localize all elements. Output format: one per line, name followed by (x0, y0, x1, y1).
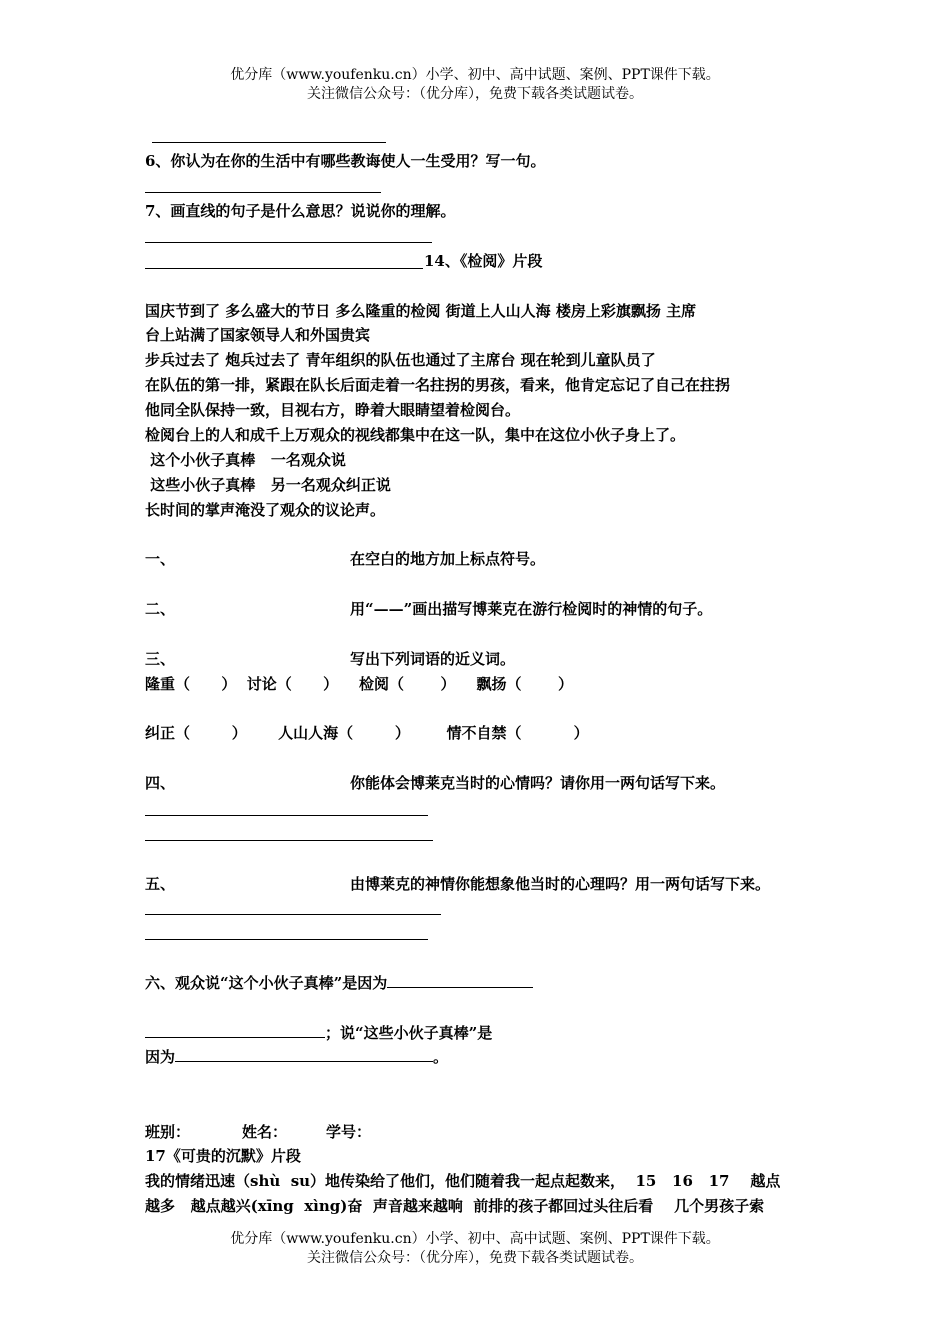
fill-blank[interactable] (145, 1023, 325, 1038)
passage-17-line: 越多 越点越兴(xīng xìng)奋 声音越来越响 前排的孩子都回过头往后看 几个男孩子索 (145, 1197, 765, 1215)
page-footer-line1: 优分库（www.youfenku.cn）小学、初中、高中试题、案例、PPT课件下载。 (230, 1231, 720, 1247)
question-7: 7、画直线的句子是什么意思？说说你的理解。 (145, 202, 456, 220)
question-6-line1 (145, 972, 533, 994)
section-17-title: 17《可贵的沉默》片段 (145, 1147, 301, 1165)
passage-line: 在队伍的第一排，紧跟在队长后面走着一名拄拐的男孩，看来，他肯定忘记了自己在拄拐 (145, 376, 731, 394)
name-label: 姓名： (242, 1123, 288, 1141)
answer-line (145, 914, 441, 915)
answer-line (145, 192, 381, 193)
question-2-text: 用“——”画出描写博莱克在游行检阅时的神情的句子。 (350, 600, 713, 618)
question-6-because: 因为 (145, 1048, 176, 1066)
page-footer-line2: 关注微信公众号：（优分库），免费下载各类试题试卷。 (307, 1250, 643, 1266)
passage-line: 国庆节到了 多么盛大的节日 多么隆重的检阅 街道上人山人海 楼房上彩旗飘扬 主席 (145, 302, 697, 320)
question-5-number: 五、 (145, 875, 176, 893)
page-header-line1: 优分库（www.youfenku.cn）小学、初中、高中试题、案例、PPT课件下载。 (230, 67, 720, 83)
passage-line: 步兵过去了 炮兵过去了 青年组织的队伍也通过了主席台 现在轮到儿童队员了 (145, 351, 656, 369)
question-3-text: 写出下列词语的近义词。 (350, 650, 516, 668)
fill-blank[interactable] (387, 973, 533, 988)
question-4-number: 四、 (145, 774, 176, 792)
question-6-prefix: 六、观众说“这个小伙子真棒”是因为 (145, 974, 388, 992)
page-header-line2: 关注微信公众号：（优分库），免费下载各类试题试卷。 (307, 86, 643, 102)
question-6-end: 。 (433, 1048, 449, 1066)
question-6-line2 (145, 1022, 492, 1044)
question-6-mid: ；说“这些小伙子真棒”是 (325, 1024, 493, 1042)
student-id-label: 学号： (326, 1123, 372, 1141)
answer-line (145, 242, 432, 243)
synonyms-row-1: 隆重（ ） 讨论（ ） 检阅（ ） 飘扬（ ） (145, 675, 573, 693)
passage-line: 长时间的掌声淹没了观众的议论声。 (145, 501, 386, 519)
question-1-number: 一、 (145, 550, 176, 568)
passage-line: 这些小伙子真棒 另一名观众纠正说 (145, 476, 391, 494)
question-6: 6、你认为在你的生活中有哪些教诲使人一生受用？写一句。 (145, 152, 546, 170)
answer-line (145, 939, 428, 940)
passage-line: 台上站满了国家领导人和外国贵宾 (145, 326, 371, 344)
question-1-text: 在空白的地方加上标点符号。 (350, 550, 546, 568)
answer-line (145, 840, 433, 841)
question-5-text: 由博莱克的神情你能想象他当时的心理吗？用一两句话写下来。 (350, 875, 771, 893)
passage-17-line: 我的情绪迅速（shù su）地传染给了他们，他们随着我一起点起数来， 15 16 17 越点 (145, 1172, 781, 1190)
synonyms-row-2: 纠正（ ） 人山人海（ ） 情不自禁（ ） (145, 724, 589, 742)
passage-line: 他同全队保持一致，目视右方，睁着大眼睛望着检阅台。 (145, 401, 521, 419)
fill-blank[interactable] (175, 1047, 433, 1062)
answer-line (145, 268, 423, 269)
passage-line: 检阅台上的人和成千上万观众的视线都集中在这一队，集中在这位小伙子身上了。 (145, 426, 686, 444)
section-14-title: 14、《检阅》片段 (424, 252, 543, 270)
question-2-number: 二、 (145, 600, 176, 618)
question-6-line3 (145, 1046, 448, 1068)
passage-line: 这个小伙子真棒 一名观众说 (145, 451, 346, 469)
question-3-number: 三、 (145, 650, 176, 668)
answer-line (145, 815, 428, 816)
question-4-text: 你能体会博莱克当时的心情吗？请你用一两句话写下来。 (350, 774, 726, 792)
class-label: 班别： (145, 1123, 191, 1141)
answer-line (152, 142, 386, 143)
